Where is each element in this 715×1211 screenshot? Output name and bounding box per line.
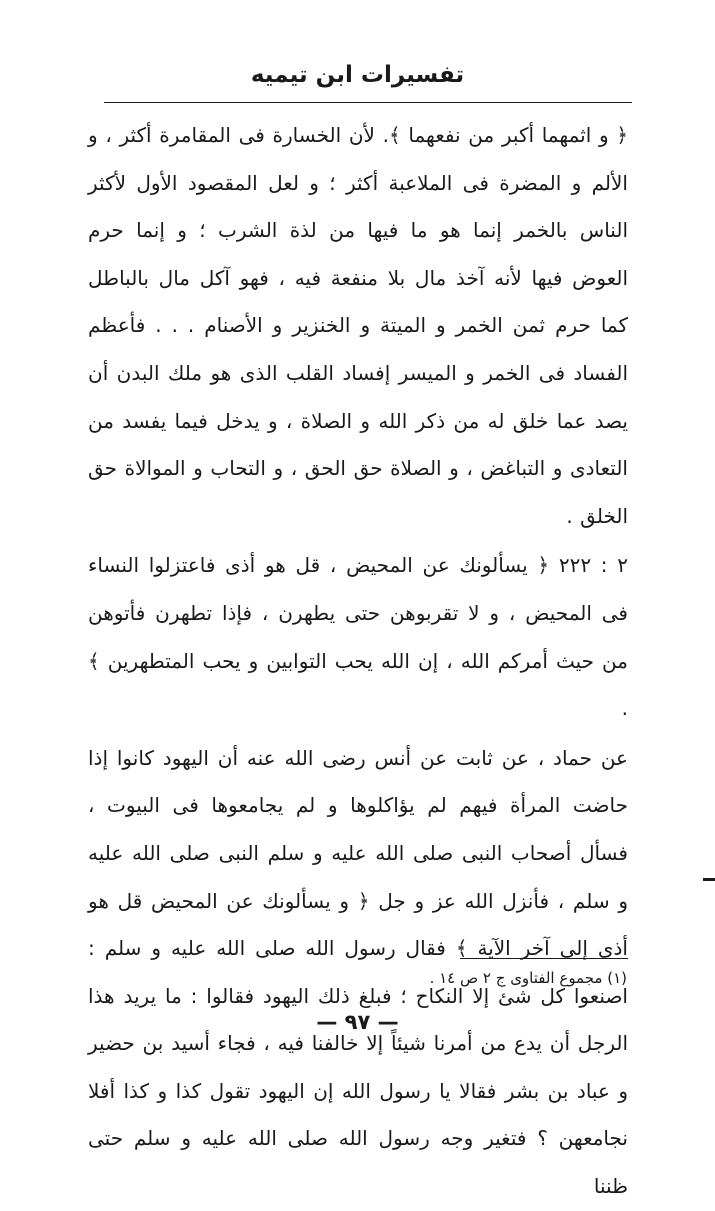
footnote-rule — [460, 958, 628, 959]
running-head: تفسيرات ابن تيميه — [250, 62, 465, 88]
paragraph-commentary: ﴿ و اثمهما أكبر من نفعهما ﴾. لأن الخسارة فى المقامرة أكثر ، و الألم و المضرة فى الملاعبة أكثر ؛ و لعل المقصود الأول لأكثر الناس بالخمر إنما هو ما فيها من لذة الشرب ؛ و إنما حرم العوض فيها لأنه آخذ مال بلا منفعة فيه ، فهو آكل مال بالباطل كما حرم ثمن الخمر و الميتة و الخنزير و الأصنام . . . فأعظم الفساد فى الخمر و الميسر إفساد القلب الذى هو ملك البدن أن يصد عما خلق له من ذكر الله و الصلاة ، و يدخل فيما يفسد من التعادى و التباغض ، و الصلاة حق الحق ، و التحاب و الموالاة حق الخلق . — [88, 123, 628, 528]
page-number: — ٩٧ — — [316, 1010, 399, 1034]
footnote: (١) مجموع الفتاوى ج ٢ ص ١٤ . — [429, 969, 627, 987]
paragraph-hadith: عن حماد ، عن ثابت عن أنس رضى الله عنه أن اليهود كانوا إذا حاضت المرأة فيهم لم يؤاكلوها و لم يجامعوها فى البيوت ، فسأل أصحاب النبى صلى الله عليه و سلم النبى صلى الله عليه و سلم ، فأنزل الله عز و جل ﴿ و يسألونك عن المحيض قل هو أذى إلى آخر الآية ﴾ فقال رسول الله صلى الله عليه و سلم : اصنعوا كل شئ إلا النكاح ؛ فبلغ ذلك اليهود فقالوا : ما يريد هذا الرجل أن يدع من أمرنا شيئاً إلا خالفنا فيه ، فجاء أسيد بن حضير و عباد بن بشر فقالا يا رسول الله إن اليهود تقول كذا و كذا أفلا نجامعهن ؟ فتغير وجه رسول الله صلى الله عليه و سلم حتى ظننا — [88, 745, 628, 1199]
body-text — [88, 112, 628, 1211]
header-rule — [104, 102, 632, 103]
paragraph-verse: ٢ : ٢٢٢ ﴿ يسألونك عن المحيض ، قل هو أذى فاعتزلوا النساء فى المحيض ، و لا تقربوهن حتى يطهرن ، فإذا تطهرن فأتوهن من حيث أمركم الله ، إن الله يحب التوابين و يحب المتطهرين ﴾ . — [88, 553, 628, 721]
margin-mark — [703, 878, 715, 881]
